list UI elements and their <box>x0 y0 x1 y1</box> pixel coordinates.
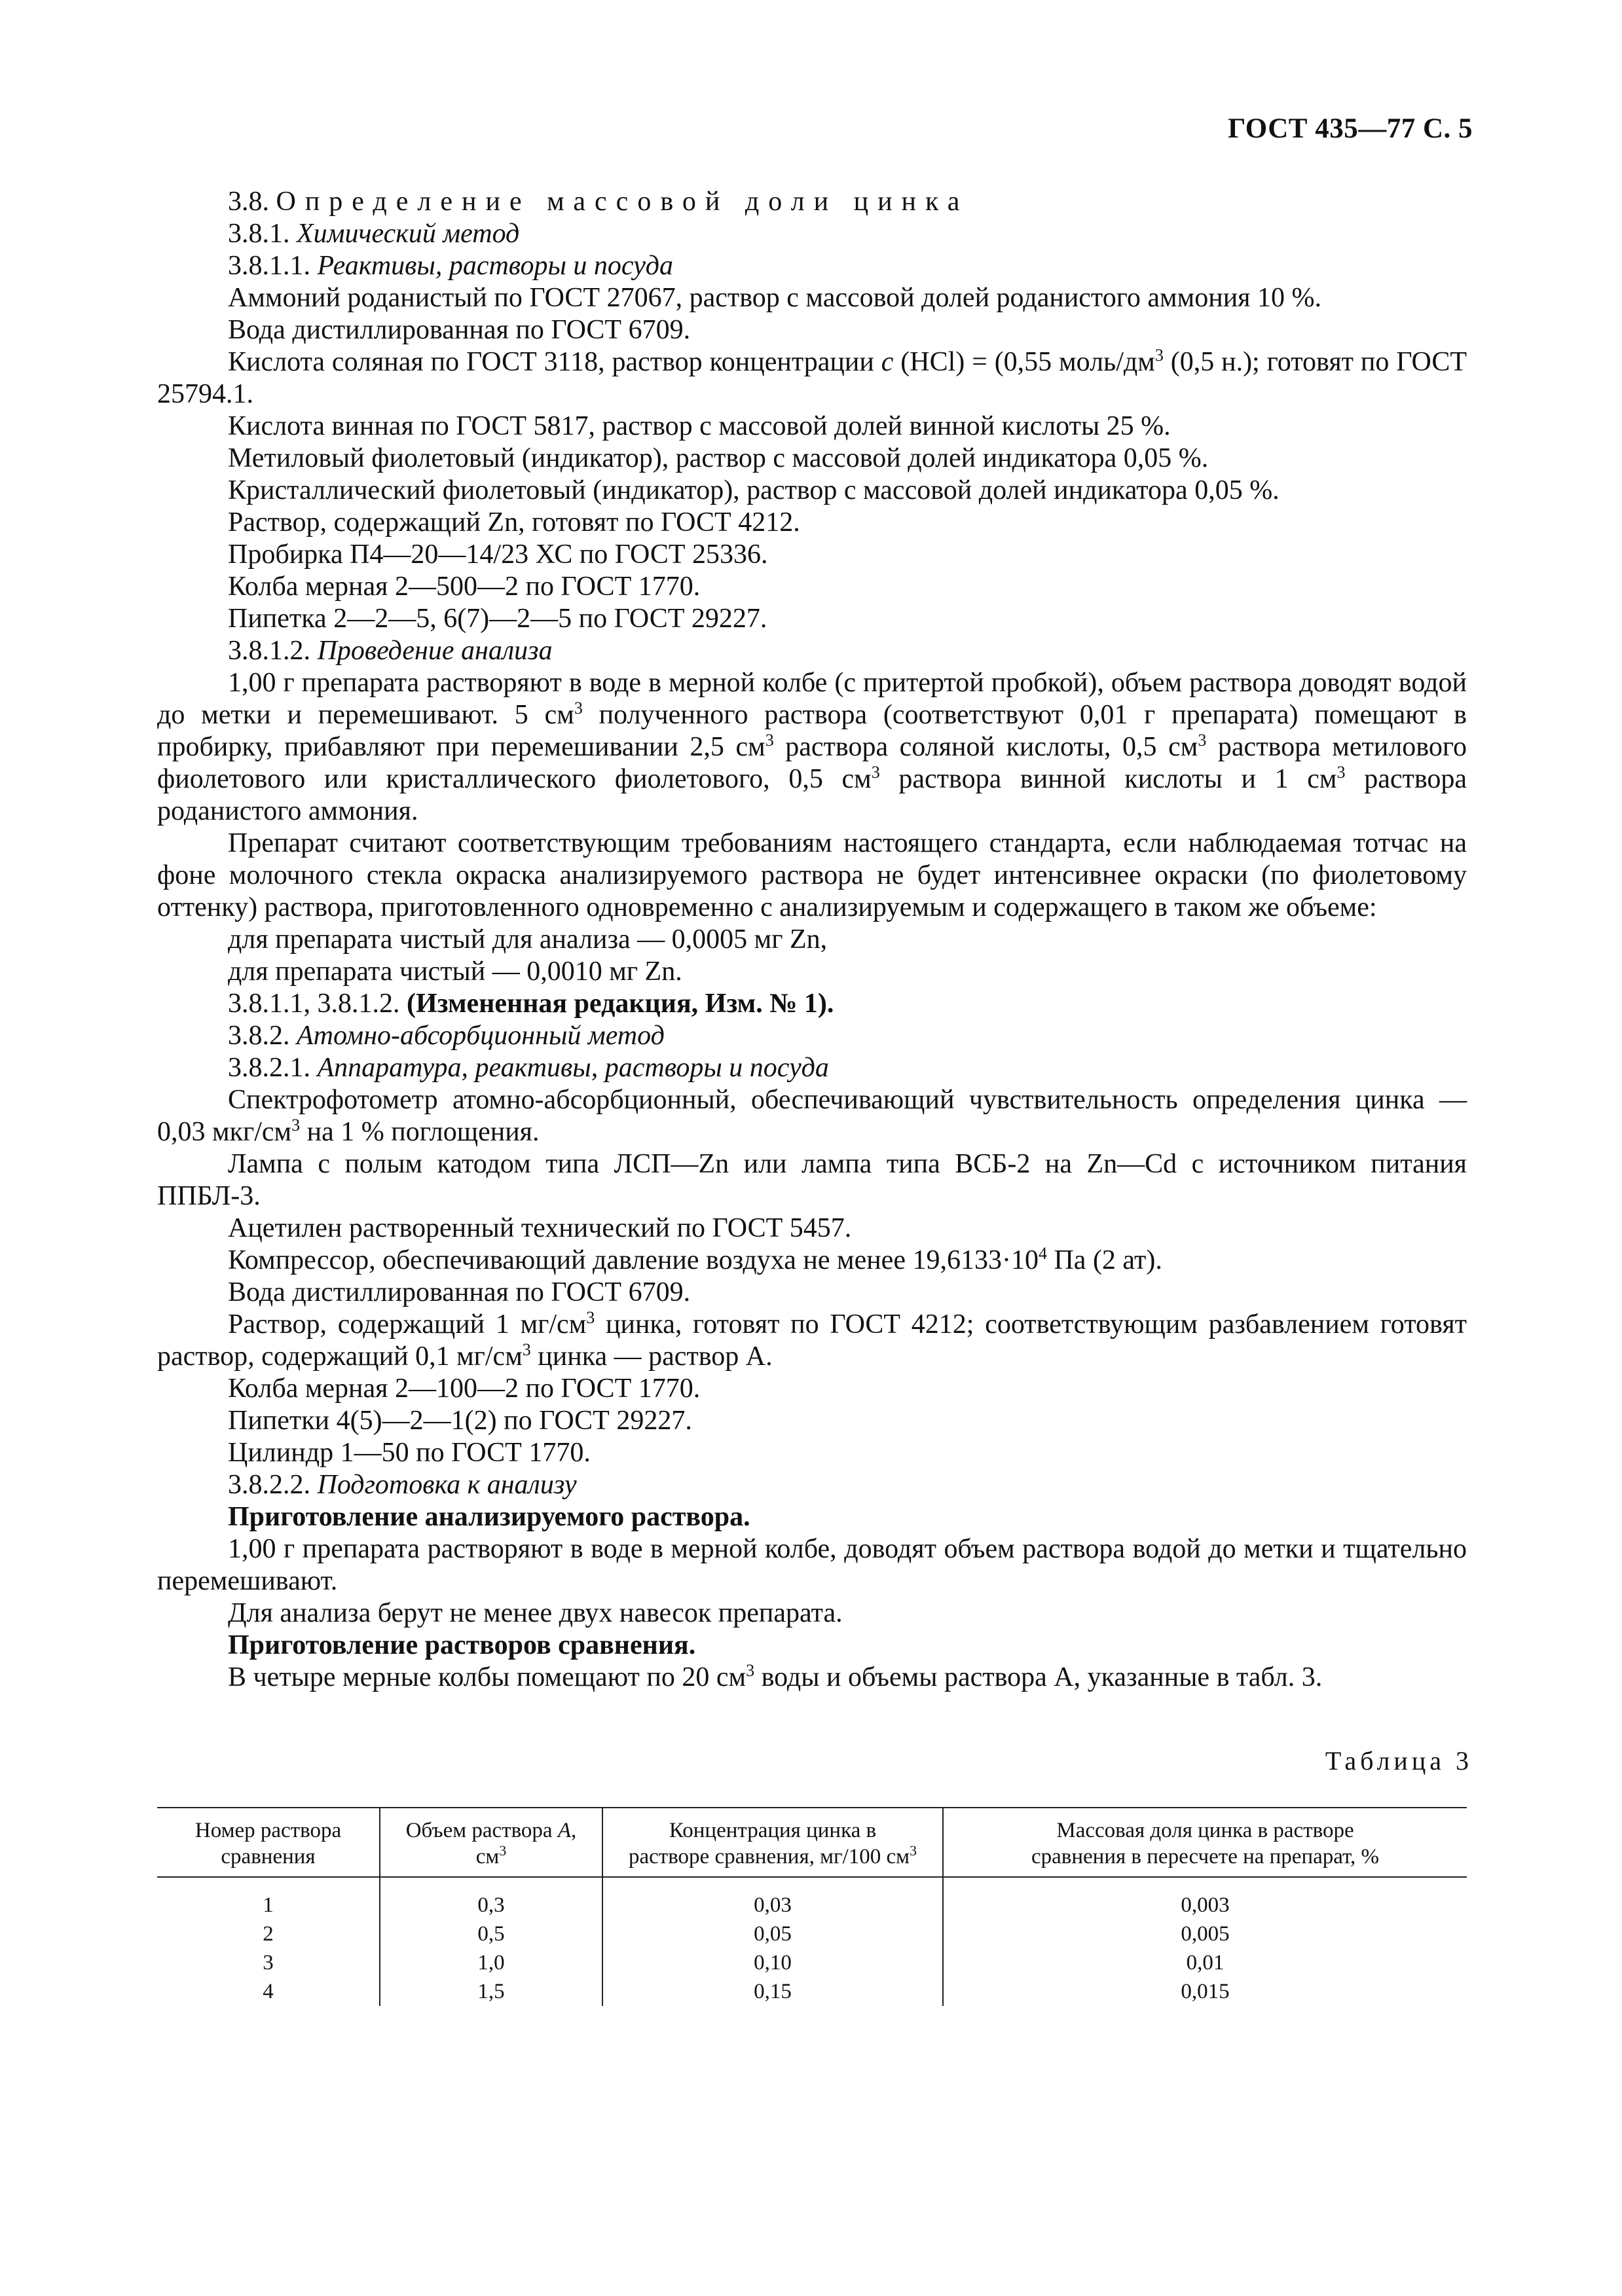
reagent-line: Кислота соляная по ГОСТ 3118, раствор концентрации c (HCl) = (0,55 моль/$дм^3$ (0,5 н.); готовят по ГОСТ 25794.1. <box>157 346 1467 409</box>
table-caption: Таблица 3 <box>1325 1746 1473 1776</box>
reagent-line: Пробирка П4—20—14/23 ХС по ГОСТ 25336. <box>228 539 768 570</box>
section-title: Определение массовой доли цинка <box>276 187 969 217</box>
table-cell: 3 <box>263 1951 274 1975</box>
column-header: Номер раствора сравнения <box>157 1808 380 1877</box>
reagent-line: Пипетка 2—2—5, 6(7)—2—5 по ГОСТ 29227. <box>228 604 767 634</box>
section-number: 3.8.1.1. <box>228 251 310 281</box>
reagent-line: Кристаллический фиолетовый (индикатор), раствор с массовой долей индикатора 0,05 %. <box>228 475 1280 505</box>
table-row <box>157 1977 1467 2006</box>
analysis-paragraph: 1,00 г препарата растворяют в воде в мерной колбе (с притертой пробкой), объем раствора доводят водой до метки и перемешивают. 5 $см^3$ полученного раствора (соответствуют 0,01 г препарата) помещают в пробирку, прибавляют при перемешивании 2,5 $см^3$ раствора соляной кислоты, 0,5 $см^3$ раствора метилового фиолетового или кристаллического фиолетового, 0,5 $см^3$ раствора винной кислоты и 1 $см^3$ раствора роданистого аммония. <box>157 668 1467 826</box>
table-cell: 0,10 <box>602 1948 943 1977</box>
section-title: Реактивы, растворы и посуда <box>317 251 674 281</box>
reagent-line: Вода дистиллированная по ГОСТ 6709. <box>228 315 691 345</box>
section-3-8-1-heading <box>157 218 1467 250</box>
section-number: 3.8.2.1. <box>228 1053 310 1083</box>
table-cell: 4 <box>263 1980 274 2003</box>
section-3-8-2-heading <box>157 1020 1467 1052</box>
preparation-line: В четыре мерные колбы помещают по 20 $см^3$ воды и объемы раствора А, указанные в табл. 3. <box>228 1661 1323 1692</box>
table-cell: 0,05 <box>602 1920 943 1948</box>
table-cell: 0,01 <box>943 1948 1467 1977</box>
table-cell: 0,03 <box>602 1877 943 1920</box>
criteria-paragraph: Препарат считают соответствующим требованиям настоящего стандарта, если наблюдаемая тотчас на фоне молочного стекла окраска анализируемого раствора не будет интенсивнее окраски (по фиолетовому оттенку) раствора, приготовленного одновременно с анализируемым и содержащего в таком же объеме: <box>157 828 1467 922</box>
section-title: Подготовка к анализу <box>317 1470 577 1500</box>
apparatus-line: Цилиндр 1—50 по ГОСТ 1770. <box>228 1438 591 1468</box>
table-cell: 0,15 <box>602 1977 943 2006</box>
section-title: Химический метод <box>297 219 520 249</box>
section-3-8-1-2-heading <box>157 635 1467 667</box>
reagent-line: Кислота винная по ГОСТ 5817, раствор с массовой долей винной кислоты 25 %. <box>228 411 1171 441</box>
section-3-8-2-2-heading <box>157 1469 1467 1501</box>
apparatus-line: Спектрофотометр атомно-абсорбционный, обеспечивающий чувствительность определения цинка — 0,03 мкг/$см^3$ на 1 % поглощения. <box>157 1085 1467 1147</box>
amendment-note: 3.8.1.1, 3.8.1.2. (Измененная редакция, Изм. № 1). <box>228 989 834 1019</box>
document-body <box>157 186 1467 1694</box>
table-row <box>157 1920 1467 1948</box>
section-title: Атомно-абсорбционный метод <box>297 1021 665 1051</box>
apparatus-line: Ацетилен растворенный технический по ГОСТ 5457. <box>228 1213 852 1243</box>
reagent-line: Аммоний роданистый по ГОСТ 27067, раствор с массовой долей роданистого аммония 10 %. <box>228 283 1321 313</box>
table-cell: 0,003 <box>943 1877 1467 1920</box>
subheading: Приготовление растворов сравнения. <box>228 1630 696 1660</box>
subheading: Приготовление анализируемого раствора. <box>228 1502 750 1532</box>
table-row <box>157 1948 1467 1977</box>
column-header: Концентрация цинка в растворе сравнения, мг/100 $см^3$ <box>602 1808 943 1877</box>
preparation-paragraph: 1,00 г препарата растворяют в воде в мерной колбе, доводят объем раствора водой до метки и тщательно перемешивают. <box>157 1534 1467 1596</box>
criteria-line: для препарата чистый — 0,0010 мг Zn. <box>228 957 682 987</box>
apparatus-line: Вода дистиллированная по ГОСТ 6709. <box>228 1277 691 1307</box>
apparatus-line: Колба мерная 2—100—2 по ГОСТ 1770. <box>228 1374 701 1404</box>
section-number: 3.8.2. <box>228 1021 290 1051</box>
reagent-line: Раствор, содержащий Zn, готовят по ГОСТ 4212. <box>228 507 800 538</box>
section-title: Проведение анализа <box>317 636 553 666</box>
table-cell: 0,015 <box>943 1977 1467 2006</box>
section-title: Аппаратура, реактивы, растворы и посуда <box>317 1053 829 1083</box>
section-3-8-2-1-heading <box>157 1052 1467 1084</box>
table-row <box>157 1877 1467 1920</box>
table-cell: 0,5 <box>380 1920 602 1948</box>
table-cell: 0,005 <box>943 1920 1467 1948</box>
apparatus-line: Лампа с полым катодом типа ЛСП—Zn или лампа типа ВСБ-2 на Zn—Cd с источником питания ППБЛ-3. <box>157 1149 1467 1211</box>
apparatus-line: Раствор, содержащий 1 $мг/см^3$ цинка, готовят по ГОСТ 4212; соответствующим разбавлением готовят раствор, содержащий 0,1 $мг/см^3$ цинка — раствор А. <box>157 1308 1467 1372</box>
section-3-8-1-1-heading <box>157 250 1467 282</box>
column-header: Массовая доля цинка в растворе сравнения в пересчете на препарат, % <box>943 1808 1467 1877</box>
reagent-line: Колба мерная 2—500—2 по ГОСТ 1770. <box>228 572 701 602</box>
preparation-line: Для анализа берут не менее двух навесок препарата. <box>228 1598 843 1628</box>
section-number: 3.8.1.2. <box>228 636 310 666</box>
apparatus-line: Пипетки 4(5)—2—1(2) по ГОСТ 29227. <box>228 1406 692 1436</box>
page-header: ГОСТ 435—77 С. 5 <box>1227 113 1473 144</box>
reagent-line: Метиловый фиолетовый (индикатор), раствор с массовой долей индикатора 0,05 %. <box>228 443 1209 473</box>
section-number: 3.8.1. <box>228 219 290 249</box>
table-cell: 1,0 <box>380 1948 602 1977</box>
section-3-8-heading <box>157 186 1467 218</box>
section-number: 3.8. <box>228 187 269 217</box>
table-cell: 2 <box>263 1922 274 1946</box>
column-header: Объем раствора А, $см^3$ <box>380 1808 602 1877</box>
table-3 <box>157 1807 1467 2006</box>
criteria-line: для препарата чистый для анализа — 0,0005 мг Zn, <box>228 924 828 955</box>
section-number: 3.8.2.2. <box>228 1470 310 1500</box>
table-header-row <box>157 1808 1467 1877</box>
apparatus-line: Компрессор, обеспечивающий давление воздуха не менее $19,6133\cdot 10^4$ Па (2 ат). <box>228 1244 1162 1275</box>
table-cell: 1 <box>263 1893 274 1917</box>
table-cell: 0,3 <box>380 1877 602 1920</box>
table-cell: 1,5 <box>380 1977 602 2006</box>
